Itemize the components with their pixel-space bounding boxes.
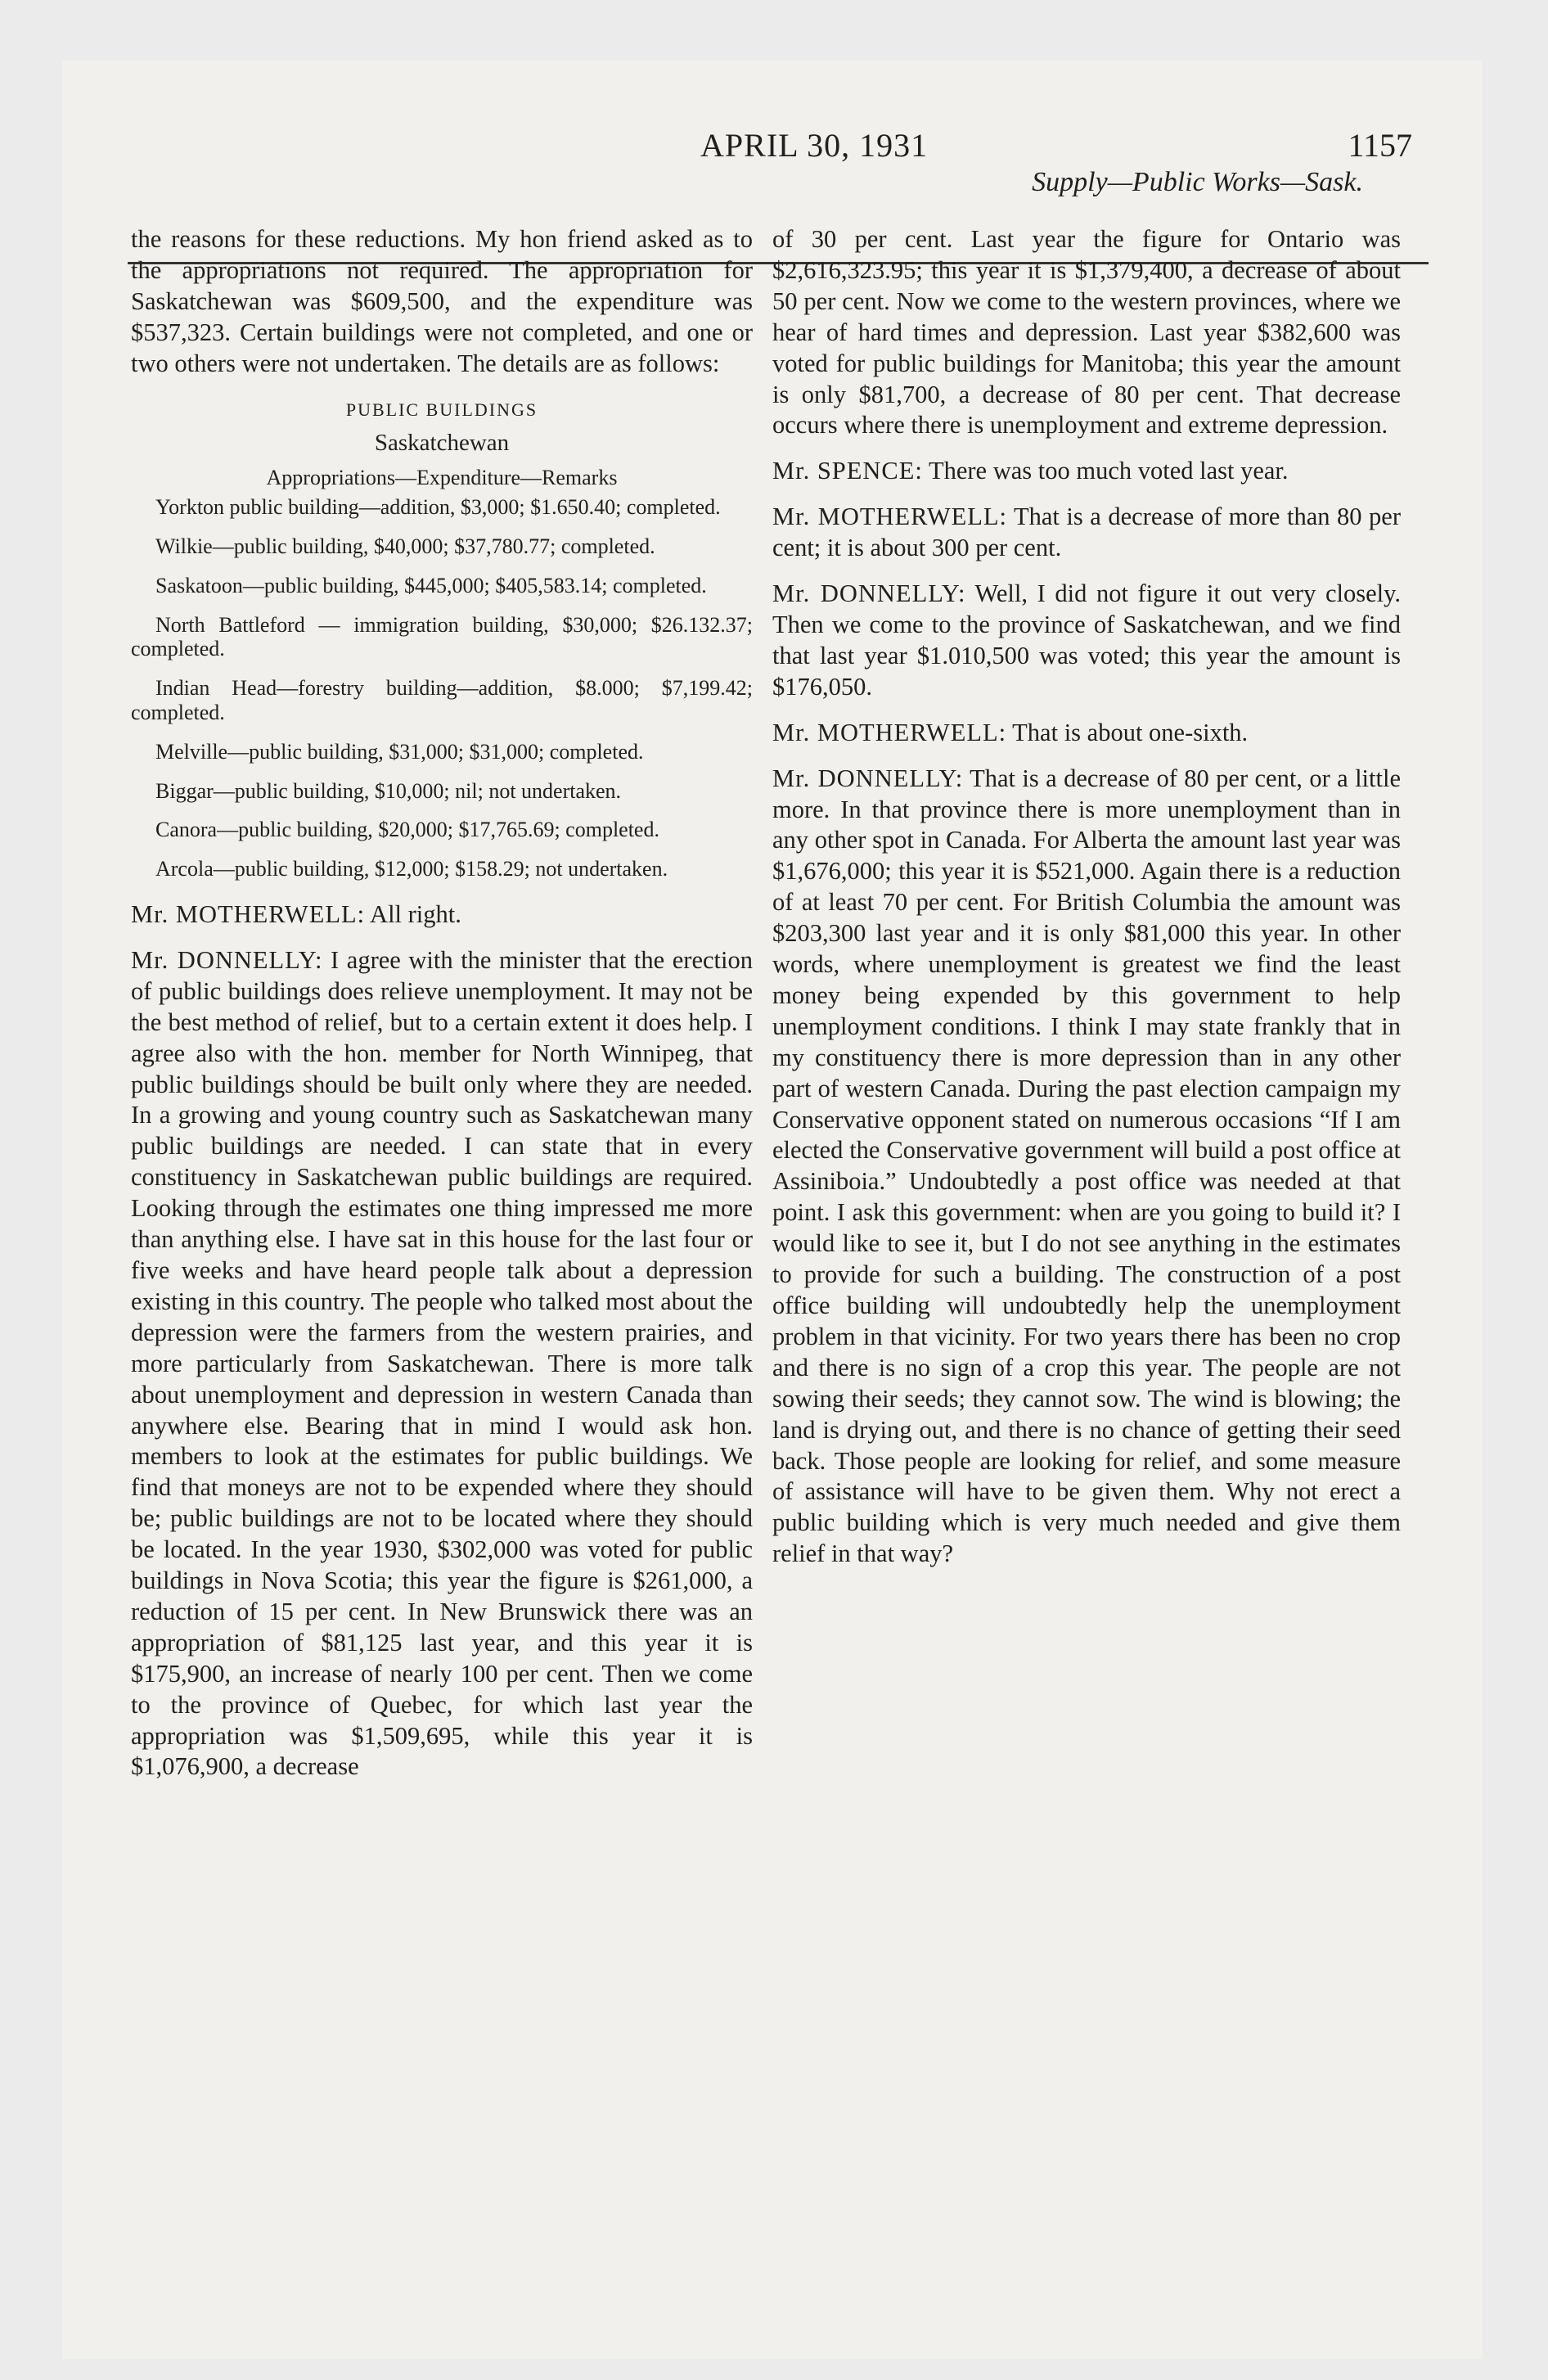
speech-motherwell-2 (772, 502, 1401, 564)
speech-text: That is a decrease of more than 80 per cent; it is about 300 per cent. (772, 503, 1401, 562)
speaker-name: Mr. DONNELLY: (131, 945, 323, 974)
speech-donnelly-2 (772, 579, 1401, 703)
table-columns: Appropriations—Expenditure—Remarks (266, 466, 618, 490)
right-column (772, 224, 1401, 1584)
speech-spence (772, 456, 1401, 487)
speaker-name: Mr. SPENCE: (772, 457, 923, 485)
speech-text: There was too much voted last year. (928, 457, 1289, 485)
speech-text: Well, I did not figure it out very closely. Then we come to the province of Saskatchewan, and we find that last year $1.010,500 was voted; this year the amount is $176,050. (772, 579, 1401, 701)
list-item: Yorkton public building—addition, $3,000; $1.650.40; completed. (155, 495, 721, 520)
continued-paragraph: of 30 per cent. Last year the figure for Ontario was $2,616,323.95; this year it is $1,379,400, a decrease of about 50 per cent. Now we come to the western provinces, where we hear of hard times and depression. Last year $382,600 was voted for public buildings for Manitoba; this year the amount is only $81,700, a decrease of 80 per cent. That decrease occurs where there is unemployment and extreme depression. (772, 225, 1401, 439)
speech-donnelly-3 (772, 764, 1401, 1571)
speaker-name: Mr. MOTHERWELL: (772, 503, 1007, 531)
list-item: Arcola—public building, $12,000; $158.29; not undertaken. (155, 857, 668, 881)
header-date: APRIL 30, 1931 (700, 127, 929, 164)
speech-donnelly-1 (131, 945, 753, 1783)
speaker-name: Mr. MOTHERWELL: (131, 900, 366, 929)
speech-text: That is a decrease of 80 per cent, or a little more. In that province there is more unemployment than in any other spot in Canada. For Alberta the amount last year was $1,676,000; this year it is $521,000. Again there is a reduction of at least 70 per cent. For British Columbia the amount was $203,300 last year and it is only $81,000 this year. In other words, where unemployment is greatest we find the least money being expended by this government to help unemployment conditions. I think I may state frankly that in my constituency there is more depression than in any other part of western Canada. During the past election campaign my Conservative opponent stated on numerous occasions “If I am elected the Conservative government will build a post office at Assiniboia.” Undoubtedly a post office was needed at that point. I ask this government: when are you going to build it? I would like to see it, but I do not see anything in the estimates to provide for such a building. The construction of a post office building will undoubtedly help the unemployment problem in that vicinity. For two years there has been no crop and there is no sign of a crop this year. The people are not sowing their seeds; they cannot sow. The wind is blowing; the land is drying out, and there is no chance of getting their seed back. Those people are looking for relief, and some measure of assistance will have to be given them. Why not erect a public building which is very much needed and give them relief in that way? (772, 764, 1401, 1568)
speech-text: All right. (370, 900, 461, 929)
left-column (131, 224, 753, 1797)
speaker-name: Mr. DONNELLY: (772, 764, 964, 792)
list-item: Indian Head—forestry building—addition, $8.000; $7,199.42; completed. (131, 676, 753, 725)
speech-text: That is about one-sixth. (1012, 718, 1249, 746)
page (62, 61, 1483, 2359)
speech-motherwell-3 (772, 718, 1401, 749)
list-item: Melville—public building, $31,000; $31,000; completed. (155, 739, 644, 764)
header-subtitle: Supply—Public Works—Sask. (1032, 167, 1363, 197)
page-number: 1157 (1348, 127, 1412, 164)
speaker-name: Mr. DONNELLY: (772, 579, 966, 608)
speech-text: I agree with the minister that the erection of public buildings does relieve unemployment. It may not be the best method of relief, but to a certain extent it does help. I agree also with the hon. member for North Winnipeg, that public buildings should be built only where they are needed. In a growing and young country such as Saskatchewan many public buildings are needed. I can state that in every constituency in Saskatchewan public buildings are required. Looking through the estimates one thing impressed me more than anything else. I have sat in this house for the last four or five weeks and have heard people talk about a depression existing in this country. The people who talked most about the depression were the farmers from the western prairies, and more particularly from Saskatchewan. There is more talk about unemployment and depression in western Canada than anywhere else. Bearing that in mind I would ask hon. members to look at the estimates for public buildings. We find that moneys are not to be expended where they should be; public buildings are not to be located where they should be located. In the year 1930, $302,000 was voted for public buildings in Nova Scotia; this year the figure is $261,000, a reduction of 15 per cent. In New Brunswick there was an appropriation of $81,125 last year, and this year it is $175,900, an increase of nearly 100 per cent. Then we come to the province of Quebec, for which last year the appropriation was $1,509,695, while this year it is $1,076,900, a decrease (131, 945, 753, 1781)
list-item: Canora—public building, $20,000; $17,765.69; completed. (155, 818, 659, 842)
table-subtitle: Saskatchewan (374, 430, 510, 457)
speech-motherwell-1 (131, 899, 753, 931)
list-item: Wilkie—public building, $40,000; $37,780.77; completed. (155, 534, 655, 559)
list-item: Biggar—public building, $10,000; nil; not undertaken. (155, 778, 622, 803)
table-title: PUBLIC BUILDINGS (345, 399, 538, 420)
speaker-name: Mr. MOTHERWELL: (772, 718, 1007, 746)
intro-paragraph: the reasons for these reductions. My hon friend asked as to the appropriations not required. The appropriation for Saskatchewan was $609,500, and the expenditure was $537,323. Certain buildings were not completed, and one or two others were not undertaken. The details are as follows: (131, 225, 753, 377)
list-item: Saskatoon—public building, $445,000; $405,583.14; completed. (155, 573, 707, 597)
list-item: North Battleford — immigration building, $30,000; $26.132.37; completed. (131, 612, 753, 661)
